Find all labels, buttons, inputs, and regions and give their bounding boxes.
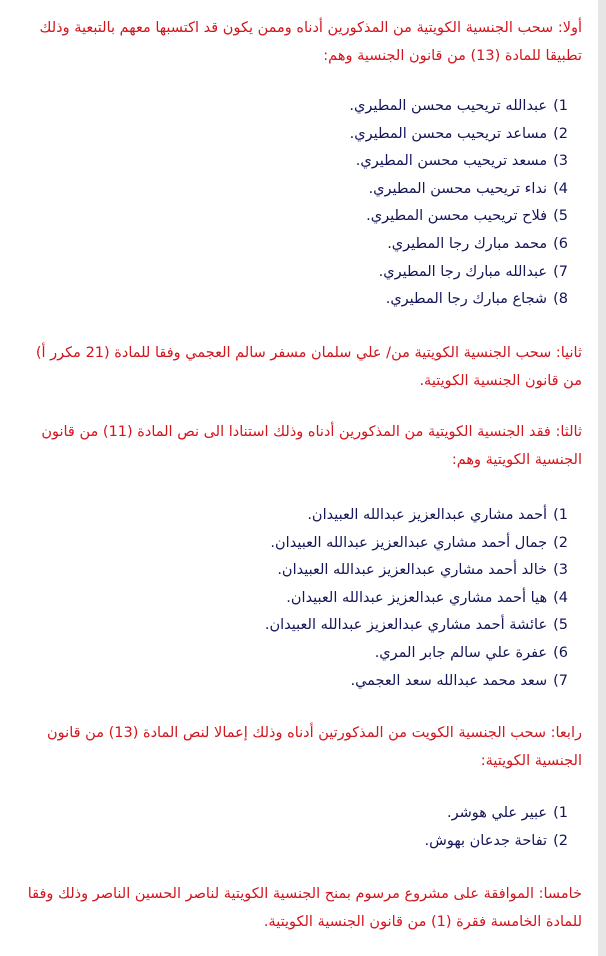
list-item: 5)فلاح تريحيب محسن المطيري. xyxy=(366,208,568,225)
list-item: 2)مساعد تريحيب محسن المطيري. xyxy=(349,125,568,142)
list-item: 3)مسعد تريحيب محسن المطيري. xyxy=(355,153,568,170)
list-item: 8)شجاع مبارك رجا المطيري. xyxy=(385,291,568,308)
section-first-heading: أولا: سحب الجنسية الكويتية من المذكورين أدناه وممن يكون قد اكتسبها معهم بالتبعية وذلك تطبيقا للمادة (13) من قانون الجنسية وهم: xyxy=(39,20,582,64)
list-item: 7)سعد محمد عبدالله سعد العجمي. xyxy=(350,672,568,689)
list-item: 7)عبدالله مبارك رجا المطيري. xyxy=(378,263,568,280)
section-first-list xyxy=(28,93,568,314)
list-item: 1)أحمد مشاري عبدالعزيز عبدالله العبيدان. xyxy=(307,507,568,523)
section-second-heading: ثانيا: سحب الجنسية الكويتية من/ علي سلمان مسفر سالم العجمي وفقا للمادة (21 مكرر أ) من قانون الجنسية الكويتية. xyxy=(35,345,582,389)
list-item: 6)محمد مبارك رجا المطيري. xyxy=(387,235,568,252)
list-item: 4)هيا أحمد مشاري عبدالعزيز عبدالله العبيدان. xyxy=(286,589,568,606)
list-item: 3)خالد أحمد مشاري عبدالعزيز عبدالله العبيدان. xyxy=(277,562,568,579)
list-item: 6)عفرة علي سالم جابر المري. xyxy=(374,644,568,661)
section-fourth-heading: رابعا: سحب الجنسية الكويت من المذكورتين أدناه وذلك إعمالا لنص المادة (13) من قانون الجنسية الكويتية: xyxy=(47,725,582,769)
list-item: 2)تفاحة جدعان بهوش. xyxy=(424,832,568,849)
list-item: 1)عبير علي هوشر. xyxy=(447,805,568,821)
section-third-list xyxy=(28,502,568,695)
list-item: 5)عائشة أحمد مشاري عبدالعزيز عبدالله العبيدان. xyxy=(264,617,568,634)
section-third-heading: ثالثا: فقد الجنسية الكويتية من المذكورين أدناه وذلك استنادا الى نص المادة (11) من قانون الجنسية الكويتية وهم: xyxy=(41,424,582,468)
list-item: 4)نداء تريحيب محسن المطيري. xyxy=(368,180,568,197)
section-fifth-heading: خامسا: الموافقة على مشروع مرسوم بمنح الجنسية الكويتية لناصر الحسين الناصر وذلك وفقا للمادة الخامسة فقرة (1) من قانون الجنسية الكويتية. xyxy=(27,886,582,930)
section-fourth-list xyxy=(28,800,568,855)
page-edge xyxy=(598,0,606,956)
list-item: 1)عبدالله تريحيب محسن المطيري. xyxy=(349,98,568,114)
list-item: 2)جمال أحمد مشاري عبدالعزيز عبدالله العبيدان. xyxy=(270,534,568,551)
